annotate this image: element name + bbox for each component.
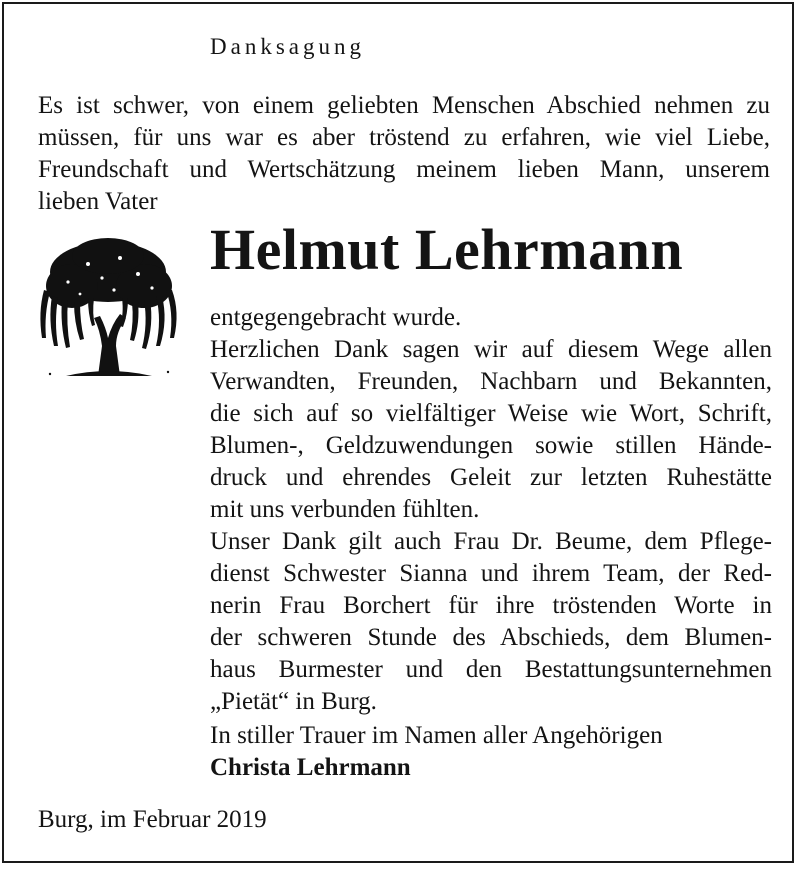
heading: Danksagung (210, 34, 365, 59)
body-line: druck und ehrendes Geleit zur letzten Ruhestätte (210, 464, 772, 491)
intro-line: Freundschaft und Wertschätzung meinem lieben Mann, unserem (38, 156, 770, 183)
body-line: „Pietät“ in Burg. (210, 688, 377, 715)
body-line: die sich auf so vielfältiger Weise wie Wort, Schrift, (210, 400, 772, 427)
intro-line: lieben Vater (38, 188, 158, 215)
body-line: Blumen-, Geldzuwendungen sowie stillen Hände- (210, 432, 772, 459)
body-line: Unser Dank gilt auch Frau Dr. Beume, dem Pflege- (210, 528, 772, 555)
willow-tree-icon (28, 234, 188, 376)
body-line: dienst Schwester Sianna und ihrem Team, der Red- (210, 560, 772, 587)
obituary-notice (2, 2, 794, 863)
body-line: haus Burmester und den Bestattungsunternehmen (210, 656, 772, 683)
signature-block (210, 720, 663, 784)
signature-intro: In stiller Trauer im Namen aller Angehörigen (210, 722, 663, 749)
body-line: entgegengebracht wurde. (210, 304, 462, 331)
body-line: der schweren Stunde des Abschieds, dem Blumen- (210, 624, 772, 651)
intro-line: müssen, für uns war es aber tröstend zu erfahren, wie viel Liebe, (38, 124, 770, 151)
body-line: Herzlichen Dank sagen wir auf diesem Wege allen (210, 336, 772, 363)
intro-paragraph (38, 90, 770, 218)
body-line: mit uns verbunden fühlten. (210, 496, 480, 523)
intro-line: Es ist schwer, von einem geliebten Menschen Abschied nehmen zu (38, 92, 770, 119)
signer-name: Christa Lehrmann (210, 754, 411, 781)
place-date: Burg, im Februar 2019 (38, 806, 267, 833)
body-line: nerin Frau Borchert für ihre tröstenden Worte in (210, 592, 772, 619)
body-paragraph (210, 302, 772, 718)
body-line: Verwandten, Freunden, Nachbarn und Bekannten, (210, 368, 772, 395)
deceased-name: Helmut Lehrmann (210, 217, 684, 282)
